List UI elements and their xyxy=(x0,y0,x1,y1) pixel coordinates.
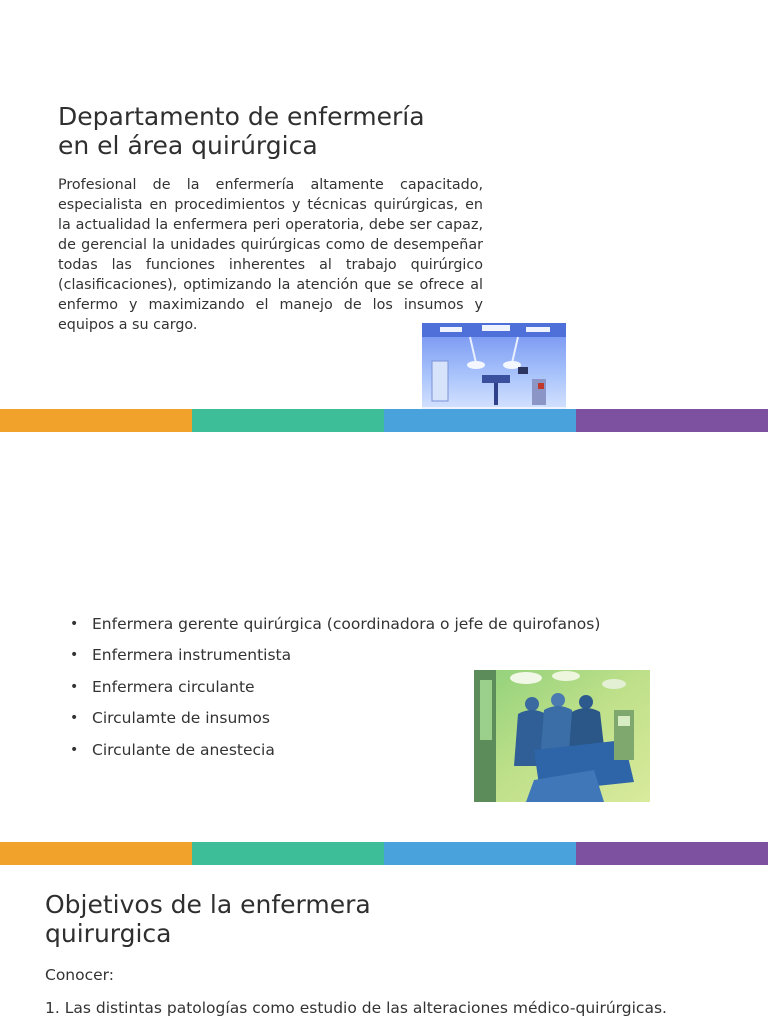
slide1-paragraph: Profesional de la enfermería altamente capacitado, especialista en procedimientos y técnicas quirúrgicas, en la actualidad la enfermera peri operatoria, debe ser capaz, de gerencial la unidades quirúrgicas como de desempeñar todas las funciones inherentes al trabajo quirúrgico (clasificaciones), optimizando la atención que se ofrece al enfermo y maximizando el manejo de los insumos y equipos a su cargo. xyxy=(58,177,483,333)
stripe-segment-orange xyxy=(0,409,192,432)
stripe-segment-blue xyxy=(384,409,576,432)
list-item-text: Circulamte de insumos xyxy=(92,709,270,728)
operating-room-photo xyxy=(422,323,566,418)
slide1-title-line1: Departamento de enfermería xyxy=(58,102,425,131)
stripe-segment-blue xyxy=(384,842,576,865)
slide3-title-line2: quirurgica xyxy=(45,919,172,948)
stripe-segment-green xyxy=(192,409,384,432)
surgical-team-photo xyxy=(474,670,650,802)
list-item-text: Enfermera circulante xyxy=(92,677,255,696)
stripe-segment-green xyxy=(192,842,384,865)
slide1-title xyxy=(58,102,478,160)
stripe-segment-purple xyxy=(576,842,768,865)
objectives-intro: Conocer: xyxy=(45,966,114,984)
bullet-glyph: • xyxy=(70,710,79,727)
list-item-text: Circulante de anestecia xyxy=(92,740,275,759)
list-item xyxy=(70,613,670,644)
slide3-title xyxy=(45,890,465,948)
bullet-glyph: • xyxy=(70,616,79,632)
stripe-segment-purple xyxy=(576,409,768,432)
color-stripe xyxy=(0,842,768,865)
slide1-title-line2: en el área quirúrgica xyxy=(58,131,318,160)
bullet-glyph: • xyxy=(70,678,79,695)
list-item-text: Enfermera gerente quirúrgica (coordinadora o jefe de quirofanos) xyxy=(92,615,601,633)
color-stripe xyxy=(0,409,768,432)
bullet-glyph: • xyxy=(70,647,79,664)
bullet-glyph: • xyxy=(70,741,79,758)
slide3-title-line1: Objetivos de la enfermera xyxy=(45,890,371,919)
objective-item: 1. Las distintas patologías como estudio de las alteraciones médico-quirúrgicas. xyxy=(45,999,667,1017)
stripe-segment-orange xyxy=(0,842,192,865)
list-item-text: Enfermera instrumentista xyxy=(92,646,292,665)
